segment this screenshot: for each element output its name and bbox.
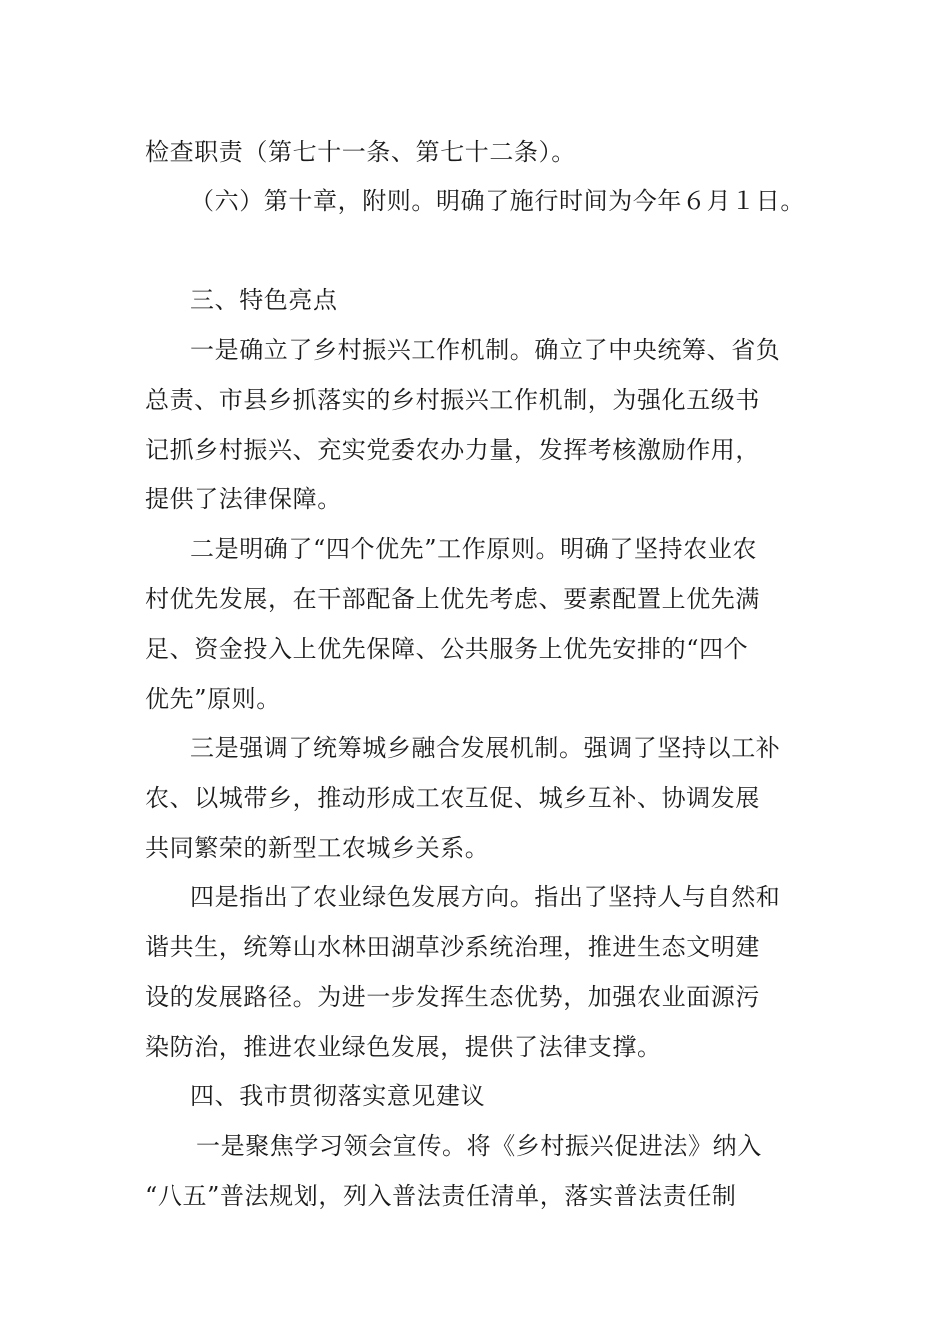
- text-line: 检查职责（第七十一条、第七十二条）。: [145, 138, 576, 166]
- text-line: 总责、市县乡抓落实的乡村振兴工作机制，为强化五级书: [145, 386, 760, 414]
- text-line: 农、以城带乡，推动形成工农互促、城乡互补、协调发展: [145, 784, 760, 812]
- text-line: 设的发展路径。为进一步发挥生态优势，加强农业面源污: [145, 983, 760, 1011]
- section-heading: 四、我市贯彻落实意见建议: [190, 1082, 486, 1110]
- text-line: 记抓乡村振兴、充实党委农办力量，发挥考核激励作用，: [145, 436, 760, 464]
- text-line: 二是明确了“四个优先”工作原则。明确了坚持农业农: [190, 535, 757, 563]
- text-line: 一是确立了乡村振兴工作机制。确立了中央统筹、省负: [190, 336, 781, 364]
- text-line: （六）第十章，附则。明确了施行时间为今年６月１日。: [190, 187, 805, 215]
- text-line: 足、资金投入上优先保障、公共服务上优先安排的“四个: [145, 635, 749, 663]
- text-line: 谐共生，统筹山水林田湖草沙系统治理，推进生态文明建: [145, 933, 760, 961]
- text-line: 染防治，推进农业绿色发展，提供了法律支撑。: [145, 1033, 662, 1061]
- text-line: “八五”普法规划，列入普法责任清单，落实普法责任制: [145, 1182, 737, 1210]
- text-line: 提供了法律保障。: [145, 485, 342, 513]
- text-line: 优先”原则。: [145, 685, 281, 713]
- text-line: 三是强调了统筹城乡融合发展机制。强调了坚持以工补: [190, 734, 781, 762]
- section-heading: 三、特色亮点: [190, 286, 338, 314]
- text-line: 四是指出了农业绿色发展方向。指出了坚持人与自然和: [190, 883, 781, 911]
- text-line: 村优先发展，在干部配备上优先考虑、要素配置上优先满: [145, 585, 760, 613]
- text-line: 共同繁荣的新型工农城乡关系。: [145, 834, 490, 862]
- text-line: 一是聚焦学习领会宣传。将《乡村振兴促进法》纳入: [196, 1132, 762, 1160]
